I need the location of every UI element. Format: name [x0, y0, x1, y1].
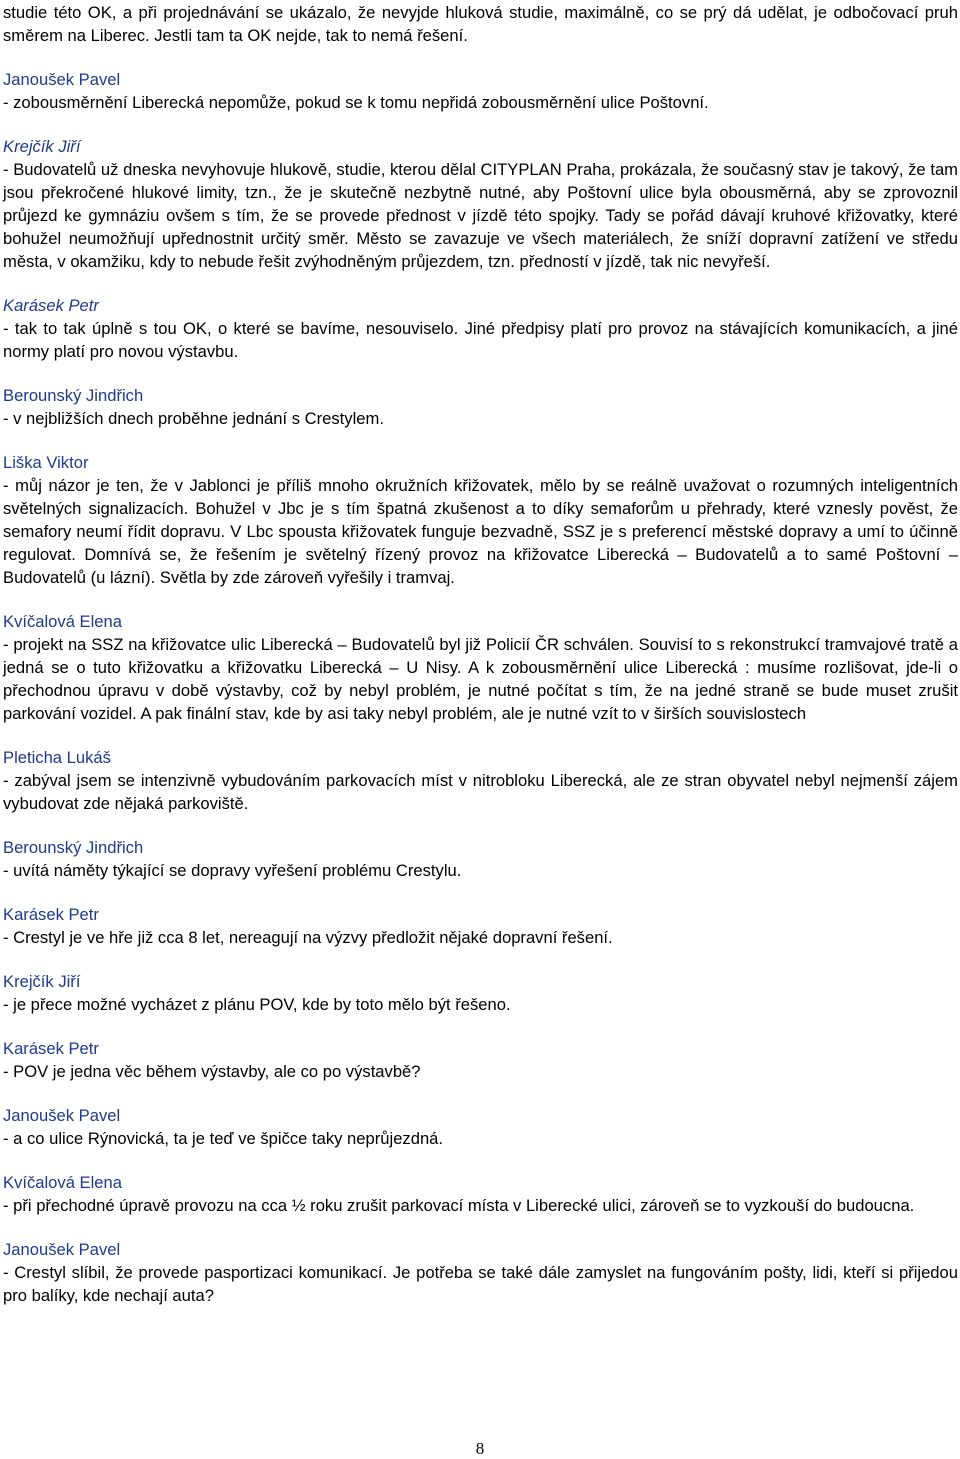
entry-text: - je přece možné vycházet z plánu POV, kde by toto mělo být řešeno. [3, 995, 511, 1014]
document-content [3, 1, 958, 1307]
speaker-name: Kvíčalová Elena [3, 1173, 122, 1192]
intro-text: studie této OK, a při projednávání se ukázalo, že nevyjde hluková studie, maximálně, co se prý dá udělat, je odbočovací pruh směrem na Liberec. Jestli tam ta OK nejde, tak to nemá řešení. [3, 3, 958, 45]
speaker-name: Karásek Petr [3, 296, 99, 315]
speaker-name: Janoušek Pavel [3, 1106, 121, 1125]
entry-janousek-3 [3, 1238, 958, 1307]
speaker-name: Karásek Petr [3, 905, 99, 924]
entry-kvicalova-2 [3, 1171, 958, 1217]
entry-pleticha-1 [3, 746, 958, 815]
entry-berounsky-1 [3, 384, 958, 430]
intro-paragraph [3, 1, 958, 47]
speaker-name: Liška Viktor [3, 453, 89, 472]
speaker-name: Janoušek Pavel [3, 1240, 121, 1259]
entry-text: - můj názor je ten, že v Jablonci je příliš mnoho okružních křižovatek, mělo by se reálně uvažovat o rozumných inteligentních světelných signalizacích. Bohužel v Jbc je s tím špatná zkušenost a to díky semaforům u přehrady, které vznesly pověst, že semafory neumí řídit dopravu. V Lbc spousta křižovatek funguje bezvadně, SSZ je s preferencí městské dopravy a umí to účinně regulovat. Domnívá se, že řešením je světelný řízený provoz na křižovatce Liberecká – Budovatelů a to samé Poštovní – Budovatelů (u lázní). Světla by zde zároveň vyřešily i tramvaj. [3, 476, 958, 587]
entry-text: - v nejbližších dnech proběhne jednání s Crestylem. [3, 409, 384, 428]
speaker-name: Krejčík Jiří [3, 137, 81, 156]
speaker-name: Krejčík Jiří [3, 972, 81, 991]
entry-text: - Crestyl je ve hře již cca 8 let, nereagují na výzvy předložit nějaké dopravní řešení. [3, 928, 613, 947]
entry-karasek-3 [3, 1037, 958, 1083]
entry-text: - POV je jedna věc během výstavby, ale co po výstavbě? [3, 1062, 421, 1081]
entry-berounsky-2 [3, 836, 958, 882]
entry-text: - a co ulice Rýnovická, ta je teď ve špičce taky neprůjezdná. [3, 1129, 444, 1148]
entry-krejcik-1 [3, 135, 958, 273]
speaker-name: Berounský Jindřich [3, 838, 144, 857]
speaker-name: Berounský Jindřich [3, 386, 144, 405]
speaker-name: Kvíčalová Elena [3, 612, 122, 631]
page-number: 8 [475, 1439, 485, 1458]
speaker-name: Pleticha Lukáš [3, 748, 111, 767]
entry-text: - zabýval jsem se intenzivně vybudováním parkovacích míst v nitrobloku Liberecká, ale ze stran obyvatel nebyl nejmenší zájem vybudovat zde nějaká parkoviště. [3, 771, 958, 813]
entry-text: - projekt na SSZ na křižovatce ulic Liberecká – Budovatelů byl již Policií ČR schválen. Souvisí to s rekonstrukcí tramvajové tratě a jedná se o tuto křižovatku a křižovatku Liberecká – U Nisy. A k zobousměrnění ulice Liberecká : musíme rozlišovat, jde-li o přechodnou úpravu v době výstavby, což by nebyl problém, je nutné počítat s tím, že na jedné straně se bude muset zrušit parkování vozidel. A pak finální stav, kde by asi taky nebyl problém, ale je nutné vzít to v širších souvislostech [3, 635, 958, 723]
entry-krejcik-2 [3, 970, 958, 1016]
entry-text: - zobousměrnění Liberecká nepomůže, pokud se k tomu nepřidá zobousměrnění ulice Poštovní. [3, 93, 709, 112]
entry-karasek-1 [3, 294, 958, 363]
entry-janousek-1 [3, 68, 958, 114]
entry-karasek-2 [3, 903, 958, 949]
entry-text: - uvítá náměty týkající se dopravy vyřešení problému Crestylu. [3, 861, 462, 880]
speaker-name: Karásek Petr [3, 1039, 99, 1058]
speaker-name: Janoušek Pavel [3, 70, 121, 89]
entry-text: - Budovatelů už dneska nevyhovuje hlukově, studie, kterou dělal CITYPLAN Praha, prokázala, že současný stav je takový, že tam jsou překročené hlukové limity, tzn., že je skutečně nezbytně nutné, aby Poštovní ulice byla obousměrná, aby se zprovoznil průjezd ke gymnáziu ovšem s tím, že se provede přednost v jízdě této spojky. Tady se pořád dávají kruhové křižovatky, které bohužel neumožňují upřednostnit určitý směr. Město se zavazuje ve všech materiálech, že sníží dopravní zatížení ve středu města, v okamžiku, kdy to nebude řešit zvýhodněným průjezdem, tzn. předností v jízdě, tak nic nevyřeší. [3, 160, 958, 271]
entry-janousek-2 [3, 1104, 958, 1150]
entry-text: - Crestyl slíbil, že provede pasportizaci komunikací. Je potřeba se také dále zamyslet na fungováním pošty, lidi, kteří si přijedou pro balíky, kde nechají auta? [3, 1263, 958, 1305]
entry-text: - při přechodné úpravě provozu na cca ½ roku zrušit parkovací místa v Liberecké ulici, zároveň se to vyzkouší do budoucna. [3, 1196, 915, 1215]
entry-liska-1 [3, 451, 958, 589]
entry-kvicalova-1 [3, 610, 958, 725]
entry-text: - tak to tak úplně s tou OK, o které se bavíme, nesouviselo. Jiné předpisy platí pro provoz na stávajících komunikacích, a jiné normy platí pro novou výstavbu. [3, 319, 958, 361]
